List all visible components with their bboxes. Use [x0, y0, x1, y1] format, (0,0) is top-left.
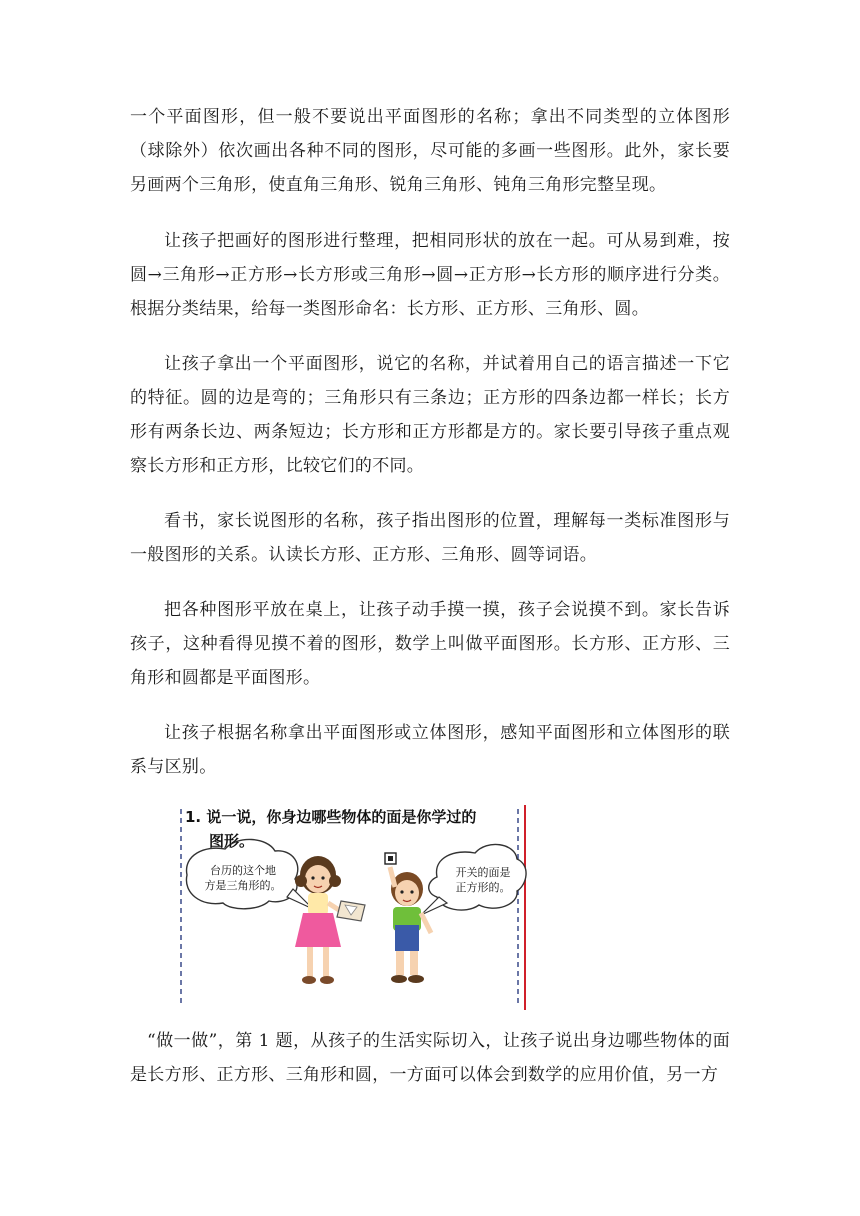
boy-figure	[390, 867, 431, 983]
girl-speech-text: 台历的这个地 方是三角形的。	[204, 864, 282, 892]
textbook-illustration	[175, 805, 530, 1010]
paragraph-4: 看书，家长说图形的名称，孩子指出图形的位置，理解每一类标准图形与一般图形的关系。认读长方形、正方形、三角形、圆等词语。	[130, 511, 730, 565]
document-page	[130, 100, 730, 1113]
paragraph-6: 让孩子根据名称拿出平面图形或立体图形，感知平面图形和立体图形的联系与区别。	[130, 723, 730, 777]
girl-figure	[295, 856, 365, 984]
exercise-title: 1. 说一说，你身边哪些物体的面是你学过的 图形。	[185, 808, 477, 850]
paragraph-1: 一个平面图形，但一般不要说出平面图形的名称；拿出不同类型的立体图形（球除外）依次画出各种不同的图形，尽可能的多画一些图形。此外，家长要另画两个三角形，使直角三角形、锐角三角形、钝角三角形完整呈现。	[130, 107, 730, 195]
paragraph-3: 让孩子拿出一个平面图形，说它的名称，并试着用自己的语言描述一下它的特征。圆的边是弯的；三角形只有三条边；正方形的四条边都一样长；长方形有两条长边、两条短边；长方形和正方形都是方的。家长要引导孩子重点观察长方形和正方形，比较它们的不同。	[130, 354, 730, 476]
paragraph-closing: “做一做”，第 1 题，从孩子的生活实际切入，让孩子说出身边哪些物体的面是长方形、正方形、三角形和圆，一方面可以体会到数学的应用价值，另一方	[130, 1031, 730, 1085]
boy-speech-text: 开关的面是 正方形的。	[455, 866, 511, 894]
paragraph-5: 把各种图形平放在桌上，让孩子动手摸一摸，孩子会说摸不到。家长告诉孩子，这种看得见摸不着的图形，数学上叫做平面图形。长方形、正方形、三角形和圆都是平面图形。	[130, 600, 730, 688]
paragraph-2: 让孩子把画好的图形进行整理，把相同形状的放在一起。可从易到难，按圆→三角形→正方形→长方形或三角形→圆→正方形→长方形的顺序进行分类。根据分类结果，给每一类图形命名：长方形、正方形、三角形、圆。	[130, 231, 730, 319]
